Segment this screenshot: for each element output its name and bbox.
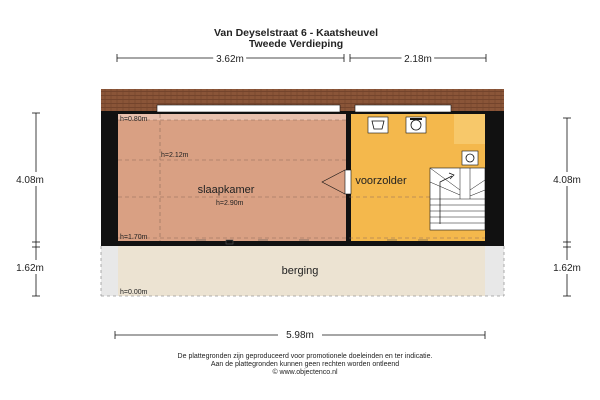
dimension-2-18: 2.18m (404, 54, 432, 65)
dimension-right-4-08: 4.08m (553, 175, 581, 186)
floor-label: Tweede Verdieping (248, 38, 344, 50)
dimension-3-62: 3.62m (216, 54, 244, 65)
room-label-voorzolder: voorzolder (355, 175, 407, 187)
staircase (430, 168, 485, 230)
disclaimer-line-1: De plattegronden zijn geproduceerd voor promotionele doeleinden en ter indicatie. (177, 353, 433, 360)
plan-title: Van Deyselstraat 6 - Kaatsheuvel (213, 27, 379, 39)
washing-machine-icon (368, 117, 388, 133)
room-slaapkamer (118, 114, 346, 244)
disclaimer-line-2: Aan de plattegronden kunnen geen rechten worden ontleend (210, 361, 400, 368)
height-label-2-12: h=2.12m (161, 152, 189, 159)
low-zone-slaapkamer-top (118, 114, 346, 120)
boiler-icon (462, 151, 478, 165)
dimension-left-4-08: 4.08m (16, 175, 44, 186)
dimension-5-98: 5.98m (286, 330, 314, 341)
dimension-left-1-62: 1.62m (16, 263, 44, 274)
height-label-0-00: h=0.00m (120, 289, 148, 296)
low-zone-voorzolder-right (454, 114, 485, 144)
dryer-icon (406, 117, 426, 133)
room-label-berging: berging (281, 265, 319, 277)
top-dimension-right (350, 54, 486, 65)
height-label-0-80: h=0.80m (120, 116, 148, 123)
dimension-right-1-62: 1.62m (553, 263, 581, 274)
height-label-2-90: h=2.90m (216, 200, 244, 207)
top-dimension-left (117, 54, 344, 65)
roof-windows (157, 105, 451, 112)
height-label-1-70: h=1.70m (120, 234, 148, 241)
room-label-slaapkamer: slaapkamer (197, 184, 255, 196)
copyright: © www.objectenco.nl (272, 369, 338, 376)
